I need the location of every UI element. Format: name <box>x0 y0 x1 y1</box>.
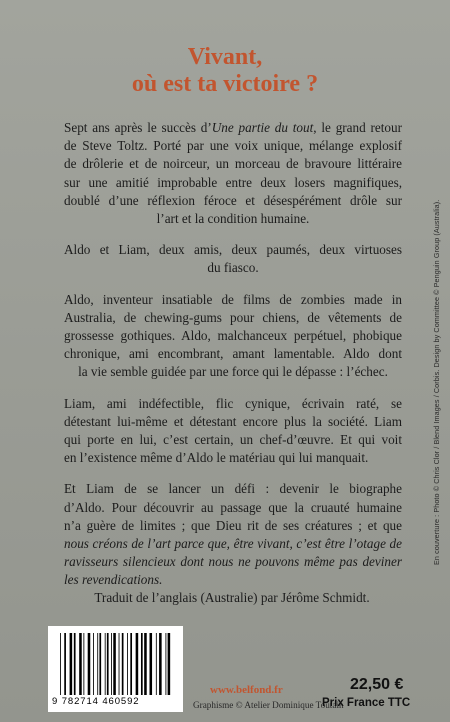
title-line-2: où est ta victoire ? <box>131 71 319 97</box>
barcode-bar <box>159 633 162 695</box>
text-line: l’art et la condition humaine. <box>156 211 310 227</box>
text-line: grossesse gothiques. Aldo, malchanceux perpétuel, phobique <box>64 328 402 344</box>
text-line: ravisseurs silencieux dont nous ne pouvons même pas deviner <box>64 554 402 570</box>
blurb-paragraph-1 <box>64 119 402 228</box>
isbn-digits: 9 782714 460592 <box>52 696 140 707</box>
barcode-bar <box>60 633 61 695</box>
barcode-bar <box>79 633 82 695</box>
barcode-bar <box>64 633 66 695</box>
text-line: les revendications. <box>64 572 163 588</box>
text-line: sur une amitié improbable entre deux losers magnifiques, <box>64 174 402 190</box>
text-line: de Steve Toltz. Porté par une voix unique, mélange explosif <box>64 138 402 154</box>
price-amount: 22,50 € <box>350 676 404 693</box>
barcode-bar <box>97 633 98 695</box>
barcode-bar <box>83 633 84 695</box>
barcode-label <box>48 626 183 712</box>
barcode-bar <box>99 633 101 695</box>
barcode-bar <box>113 633 116 695</box>
text-line: Australia, de chewing-gums pour chiens, de vêtements de <box>64 309 402 325</box>
text-line: Aldo et Liam, deux amis, deux paumés, deux virtuoses <box>64 242 402 258</box>
barcode-bar <box>168 633 171 695</box>
design-credit: Graphisme © Atelier Dominique Toutain <box>193 700 344 710</box>
barcode-bar <box>136 633 139 695</box>
barcode-bar <box>88 633 91 695</box>
barcode-bar <box>107 633 109 695</box>
text-line: d’Aldo. Pour découvrir au passage que la cruauté humaine <box>64 499 402 515</box>
barcode-image <box>58 633 176 695</box>
barcode-bar <box>144 633 147 695</box>
text-line: de drôlerie et de noirceur, un morceau de bravoure littéraire <box>64 156 402 172</box>
barcode-bar <box>130 633 132 695</box>
blurb-paragraph-4 <box>64 395 402 468</box>
barcode-bar <box>165 633 166 695</box>
barcode-bar <box>111 633 112 695</box>
text-line: détestant lui-même et détestant encore plus la société. Liam <box>64 413 402 429</box>
text-line: doublé d’une réflexion féroce et désespérément drôle sur <box>64 192 402 208</box>
text-line: Liam, ami indéfectible, flic cynique, écrivain raté, se <box>64 395 402 411</box>
blurb-paragraph-3 <box>64 291 402 382</box>
text-line: du fiasco. <box>207 260 259 276</box>
translator-credit: Traduit de l’anglais (Australie) par Jérôme Schmidt. <box>94 590 370 605</box>
book-title-reference: Une partie du tout <box>211 120 314 135</box>
text-line: n’a guère de limites ; que Dieu rit de ses créatures ; et que <box>64 517 402 533</box>
barcode-bar <box>93 633 94 695</box>
text-line: la vie semble guidée par une force qui le dépasse : l’échec. <box>78 364 388 380</box>
cover-title <box>0 44 450 98</box>
text-line: Aldo, inventeur insatiable de films de zombies made in <box>64 291 402 307</box>
barcode-bar <box>119 633 120 695</box>
barcode-bar <box>105 633 106 695</box>
blurb-paragraph-2 <box>64 241 402 277</box>
text-line: nous créons de l’art parce que, être vivant, c’est être l’otage de <box>64 536 402 552</box>
title-line-1: Vivant, <box>187 44 263 70</box>
text-segment: , le grand retour <box>313 120 402 135</box>
barcode-bar <box>74 633 76 695</box>
text-line: en l’existence même d’Aldo le matériau qui lui manquait. <box>64 450 369 466</box>
text-line: Et Liam de se lancer un défi : devenir le biographe <box>64 481 402 497</box>
barcode-bar <box>150 633 153 695</box>
barcode-bar <box>156 633 157 695</box>
barcode-bar <box>127 633 128 695</box>
text-line: chronique, ami encombrant, amant lamentable. Aldo dont <box>64 346 402 362</box>
text-line: qui porte en lui, c’est certain, un chef-d’œuvre. Et qui voit <box>64 432 402 448</box>
cover-photo-credits: En couverture : Photo © Chris Clor / Blend Images / Corbis. Design by Committee © Penguin Group (Australia). <box>432 199 441 565</box>
blurb-paragraph-5 <box>64 480 402 589</box>
barcode-bar <box>122 633 124 695</box>
price-label: Prix France TTC <box>322 697 411 709</box>
text-segment: Sept ans après le succès d’ <box>64 120 212 135</box>
barcode-bar <box>70 633 73 695</box>
publisher-website: www.belfond.fr <box>210 684 283 696</box>
barcode-bar <box>141 633 143 695</box>
blurb <box>64 119 402 603</box>
